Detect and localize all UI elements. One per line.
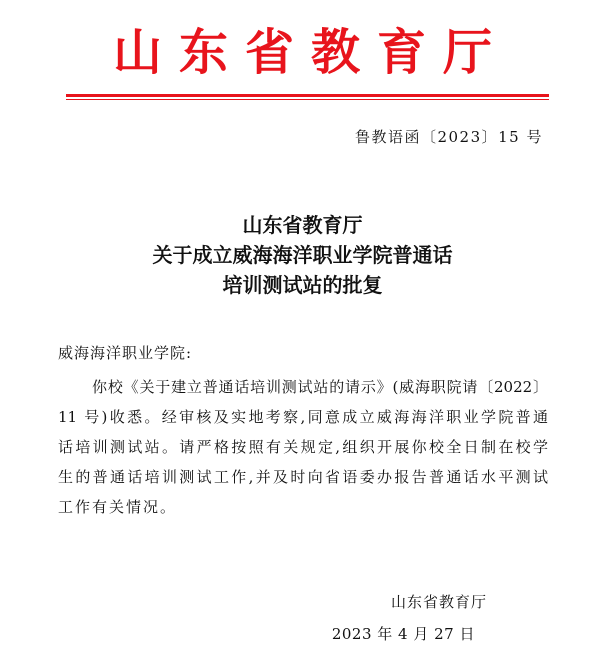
body-line: 话培训测试站。请严格按照有关规定,组织开展你校全日制在校学 (58, 438, 548, 456)
body-line: 工作有关情况。 (58, 498, 178, 516)
title-line: 关于成立威海海洋职业学院普通话 (152, 243, 453, 267)
body-paragraph (58, 372, 548, 522)
issue-date: 2023 年 4 月 27 日 (331, 625, 475, 643)
body-line: 生的普通话培训测试工作,并及时向省语委办报告普通话水平测试 (58, 468, 548, 486)
masthead-rule-thin (66, 99, 549, 100)
document-title (0, 210, 605, 300)
masthead-rule-thick (66, 94, 549, 97)
document-number: 鲁教语函〔2023〕15 号 (354, 128, 543, 146)
salutation: 威海海洋职业学院: (58, 344, 193, 362)
body-line: 11 号)收悉。经审核及实地考察,同意成立威海海洋职业学院普通 (58, 408, 548, 426)
signature: 山东省教育厅 (390, 593, 487, 611)
body-line: 你校《关于建立普通话培训测试站的请示》(威海职院请〔2022〕 (92, 378, 548, 396)
title-line: 山东省教育厅 (242, 213, 363, 237)
masthead-title: 山东省教育厅 (112, 23, 509, 81)
title-line: 培训测试站的批复 (222, 273, 383, 297)
masthead (0, 22, 605, 82)
